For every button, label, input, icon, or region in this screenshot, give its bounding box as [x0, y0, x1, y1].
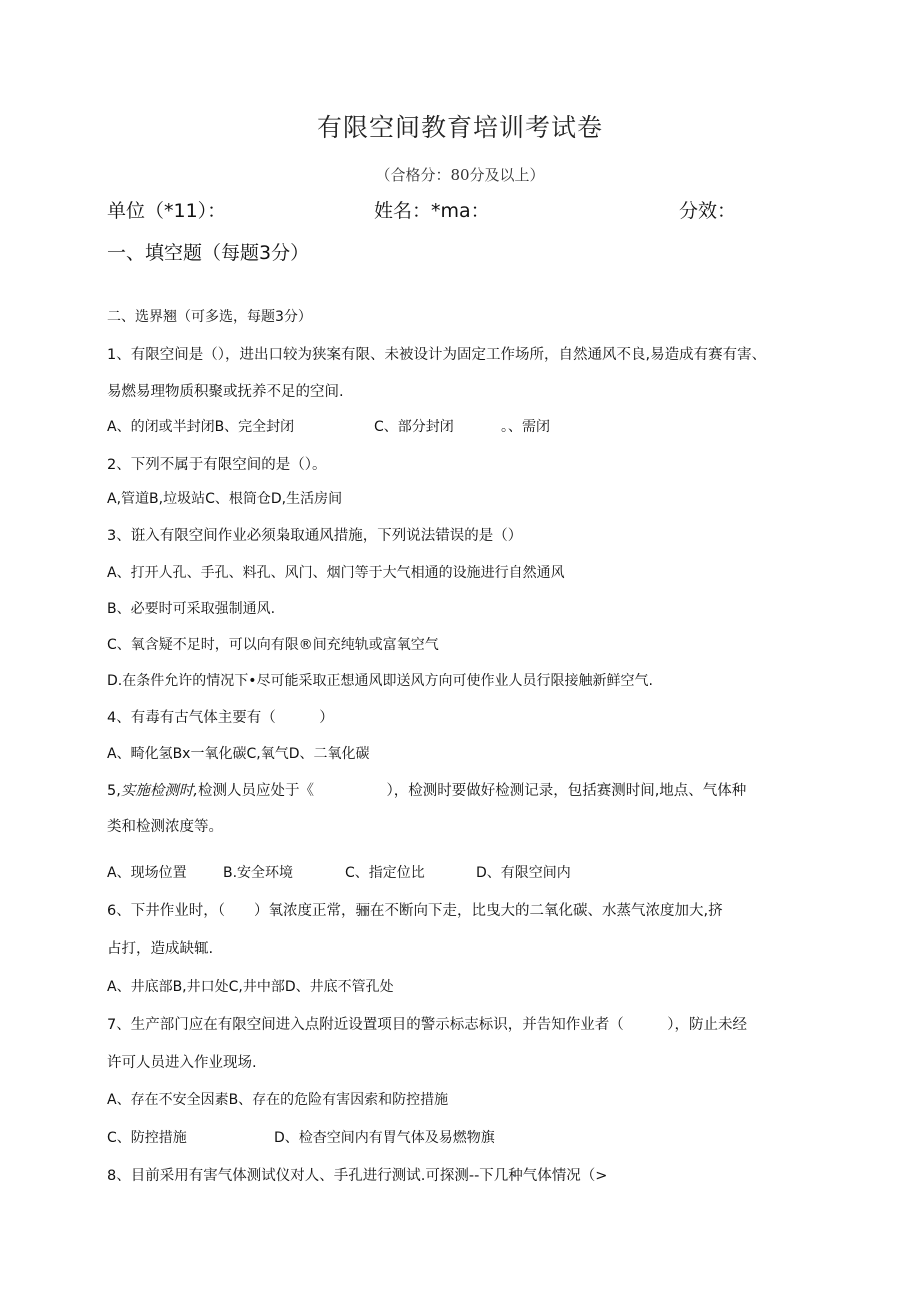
- q2-options: A,管道B,垃圾站C、根筒仓D,生活房间: [107, 491, 343, 507]
- q2-line1: 2、下列不属于有限空间的是（）。: [107, 457, 327, 473]
- q1-line2: 易燃易理物质积聚或抚养不足的空间.: [107, 384, 344, 400]
- q5-option-d: D、有限空间内: [476, 865, 571, 881]
- q5-line2: 类和检测浓度等。: [107, 819, 223, 835]
- exam-title: 有限空间教育培训考试卷: [316, 113, 603, 142]
- q1-line1: 1、有限空间是（），进出口较为狭案有限、未被设计为固定工作场所，自然通风不良,易造成有赛有害、: [107, 347, 767, 363]
- q6-line2: 占打，造成缺辄.: [107, 941, 214, 957]
- score-label: 分效：: [679, 200, 737, 222]
- passing-score-note: （合格分：80分及以上）: [375, 166, 545, 184]
- q3-option-c: C、氧含疑不足时，可以向有限®间充纯轨或富氧空气: [107, 637, 439, 653]
- q5-italic-phrase: 实施检测时,: [120, 783, 198, 799]
- q5-option-c: C、指定位比: [345, 865, 425, 881]
- section-choice-heading: 二、选界翘（可多选，每题3分）: [107, 309, 312, 325]
- q1-option-c: C、部分封闭: [374, 419, 454, 435]
- q4-options: A、畸化氢Bx一氧化碳C,氧气D、二氧化碳: [107, 746, 370, 762]
- unit-label: 单位（*11）：: [107, 200, 227, 222]
- q7-option-d: D、检杳空间内有胃气体及易燃物旗: [274, 1130, 495, 1146]
- name-label: 姓名：*ma：: [374, 200, 490, 222]
- q3-line1: 3、诳入有限空间作业必须枭取通风措施，下列说法错误的是（）: [107, 528, 523, 544]
- q8-line1: 8、目前采用有害气体测试仪对人、手孔进行测试.可探测--下几种气体情况（>: [107, 1168, 608, 1184]
- q5-option-a: A、现场位置: [107, 865, 187, 881]
- q1-option-d: 。、需闭: [501, 419, 550, 435]
- q3-option-a: A、打开人孔、手孔、料孔、风门、烟门等于大气相通的设施进行自然通风: [107, 565, 565, 581]
- q5-line1-rest: 检测人员应处于《 ），检测时要做好检测记录，包括赛测时间,地点、气体种: [197, 783, 747, 799]
- q5-line1: [107, 779, 746, 800]
- q5-prefix: 5,: [107, 783, 121, 799]
- q7-line2: 许可人员进入作业现场.: [107, 1055, 257, 1071]
- q3-option-d: D.在条件允许的情况下•尽可能采取正想通风即送风方向可使作业人员行限接触新鲜空气.: [107, 673, 653, 689]
- q7-line1: 7、生产部门应在有限空间进入点附近设置项目的警示标志标识，并告知作业者（ ），防止未经: [107, 1017, 747, 1033]
- q3-option-b: B、必要时可采取强制通风.: [107, 601, 276, 617]
- q1-option-ab: A、的闭或半封闭B、完全封闭: [107, 419, 295, 435]
- q5-option-b: B.安全环境: [223, 865, 294, 881]
- section-fill-blank-heading: 一、填空题（每题3分）: [107, 242, 310, 264]
- q4-line1: 4、有毒有古气体主要有（ ）: [107, 710, 334, 726]
- q7-option-c: C、防控措施: [107, 1130, 187, 1146]
- q6-options: A、井底部B,井口处C,井中部D、井底不管孔处: [107, 979, 394, 995]
- q7-option-ab: A、存在不安全因素B、存在的危险有害因索和防控措施: [107, 1092, 449, 1108]
- q6-line1: 6、下井作业时，（ ）氧浓度正常，骊在不断向下走，比曳大的二氧化碳、水蒸气浓度加大,挤: [107, 903, 723, 919]
